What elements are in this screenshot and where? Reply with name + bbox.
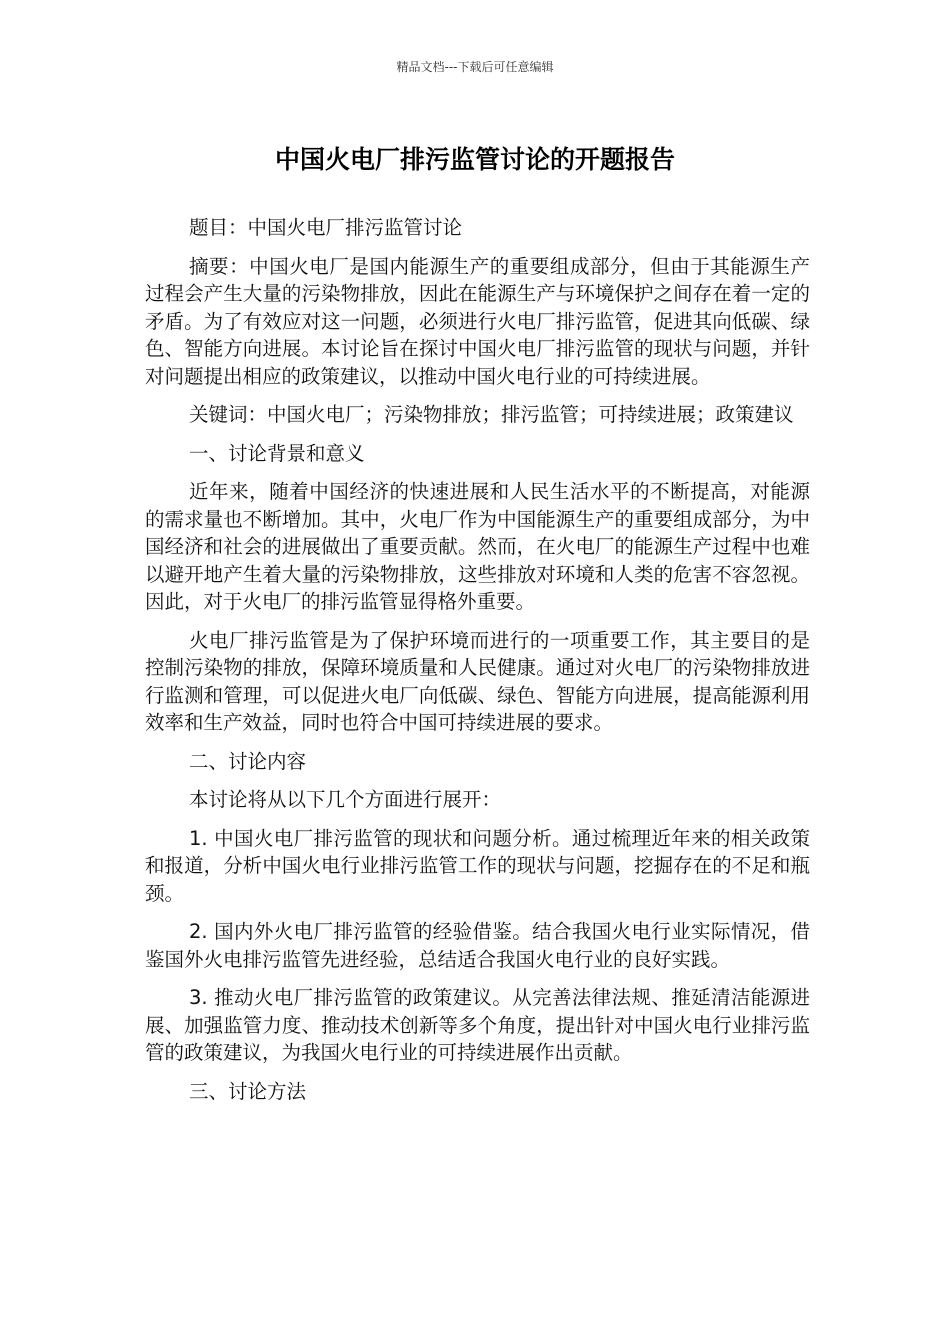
section-heading-background: 一、讨论背景和意义 [189,441,365,465]
content-item-1: 1. 中国火电厂排污监管的现状和问题分析。通过梳理近年来的相关政策和报道，分析中国火电行业排污监管工作的现状与问题，挖掘存在的不足和瓶颈。 [145,826,810,905]
content-item-3: 3. 推动火电厂排污监管的政策建议。从完善法律法规、推延清洁能源进展、加强监管力度、推动技术创新等多个角度，提出针对中国火电行业排污监管的政策建议，为我国火电行业的可持续进展作出贡献。 [145,986,810,1064]
background-paragraph-2: 火电厂排污监管是为了保护环境而进行的一项重要工作，其主要目的是控制污染物的排放，保障环境质量和人民健康。通过对火电厂的污染物排放进行监测和管理，可以促进火电厂向低碳、绿色、智能方向进展，提高能源利用效率和生产效益，同时也符合中国可持续进展的要求。 [145,628,810,734]
content-intro-paragraph: 本讨论将从以下几个方面进行展开： [189,788,502,811]
section-heading-content: 二、讨论内容 [189,749,307,773]
abstract-paragraph: 摘要：中国火电厂是国内能源生产的重要组成部分，但由于其能源生产过程会产生大量的污染物排放，因此在能源生产与环境保护之间存在着一定的矛盾。为了有效应对这一问题，必须进行火电厂排污监管，促进其向低碳、绿色、智能方向进展。本讨论旨在探讨中国火电厂排污监管的现状与问题，并针对问题提出相应的政策建议，以推动中国火电行业的可持续进展。 [145,254,810,388]
section-heading-methods: 三、讨论方法 [189,1079,307,1103]
topic-paragraph: 题目：中国火电厂排污监管讨论 [189,216,463,239]
content-item-2: 2. 国内外火电厂排污监管的经验借鉴。结合我国火电行业实际情况，借鉴国外火电排污监管先进经验，总结适合我国火电行业的良好实践。 [145,920,810,971]
page-header-note: 精品文档---下载后可任意编辑 [396,60,554,74]
document-body [145,214,810,1116]
document-title: 中国火电厂排污监管讨论的开题报告 [274,145,675,174]
background-paragraph-1: 近年来，随着中国经济的快速进展和人民生活水平的不断提高，对能源的需求量也不断增加。其中，火电厂作为中国能源生产的重要组成部分，为中国经济和社会的进展做出了重要贡献。然而，在火电厂的能源生产过程中也难以避开地产生着大量的污染物排放，这些排放对环境和人类的危害不容忽视。因此，对于火电厂的排污监管显得格外重要。 [145,480,810,613]
keywords-paragraph: 关键词：中国火电厂；污染物排放；排污监管；可持续进展；政策建议 [189,403,794,426]
